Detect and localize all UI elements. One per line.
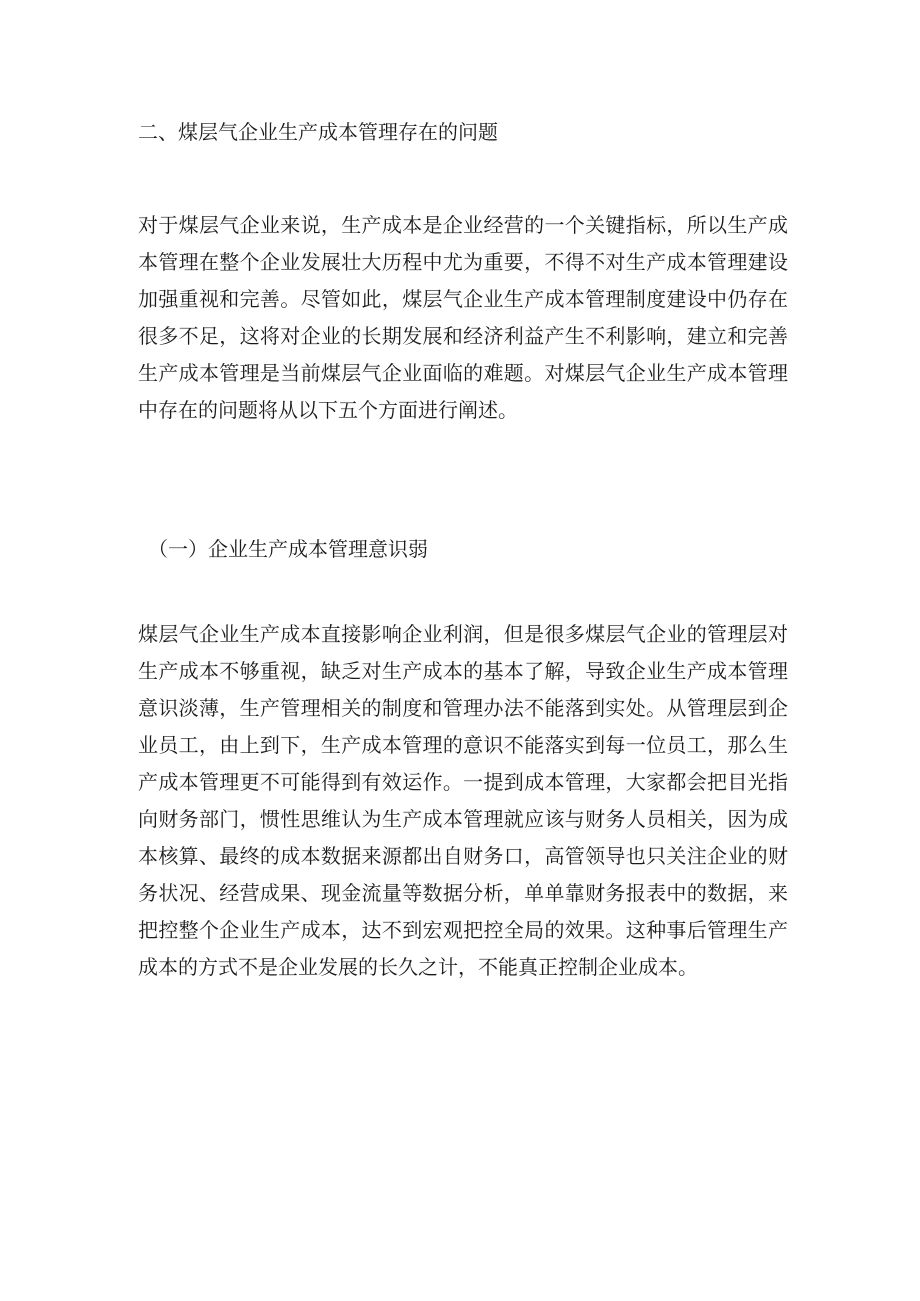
paragraph-2 bbox=[138, 616, 788, 986]
paragraph-1-line: 中存在的问题将从以下五个方面进行阐述。 bbox=[138, 398, 518, 422]
paragraph-2-line: 业员工，由上到下，生产成本管理的意识不能落实到每一位员工，那么生 bbox=[138, 733, 788, 757]
paragraph-2-line: 产成本管理更不可能得到有效运作。一提到成本管理，大家都会把目光指 bbox=[138, 770, 788, 794]
paragraph-2-line: 把控整个企业生产成本，达不到宏观把控全局的效果。这种事后管理生产 bbox=[138, 918, 788, 942]
paragraph-2-line: 成本的方式不是企业发展的长久之计，不能真正控制企业成本。 bbox=[138, 955, 698, 979]
paragraph-2-line: 生产成本不够重视，缺乏对生产成本的基本了解，导致企业生产成本管理 bbox=[138, 659, 788, 683]
paragraph-1 bbox=[138, 207, 788, 429]
paragraph-1-line: 生产成本管理是当前煤层气企业面临的难题。对煤层气企业生产成本管理 bbox=[138, 361, 788, 385]
paragraph-2-line: 务状况、经营成果、现金流量等数据分析，单单靠财务报表中的数据，来 bbox=[138, 881, 788, 905]
paragraph-2-line: 向财务部门，惯性思维认为生产成本管理就应该与财务人员相关，因为成 bbox=[138, 807, 788, 831]
paragraph-2-line: 意识淡薄，生产管理相关的制度和管理办法不能落到实处。从管理层到企 bbox=[138, 696, 788, 720]
paragraph-2-line: 煤层气企业生产成本直接影响企业利润，但是很多煤层气企业的管理层对 bbox=[138, 622, 788, 646]
subsection-heading: （一）企业生产成本管理意识弱 bbox=[148, 537, 428, 561]
section-heading: 二、煤层气企业生产成本管理存在的问题 bbox=[138, 120, 498, 144]
paragraph-1-line: 加强重视和完善。尽管如此，煤层气企业生产成本管理制度建设中仍存在 bbox=[138, 287, 788, 311]
paragraph-2-line: 本核算、最终的成本数据来源都出自财务口，高管领导也只关注企业的财 bbox=[138, 844, 788, 868]
paragraph-1-line: 对于煤层气企业来说，生产成本是企业经营的一个关键指标，所以生产成 bbox=[138, 213, 788, 237]
paragraph-1-line: 本管理在整个企业发展壮大历程中尤为重要，不得不对生产成本管理建设 bbox=[138, 250, 788, 274]
paragraph-1-line: 很多不足，这将对企业的长期发展和经济利益产生不利影响，建立和完善 bbox=[138, 324, 788, 348]
